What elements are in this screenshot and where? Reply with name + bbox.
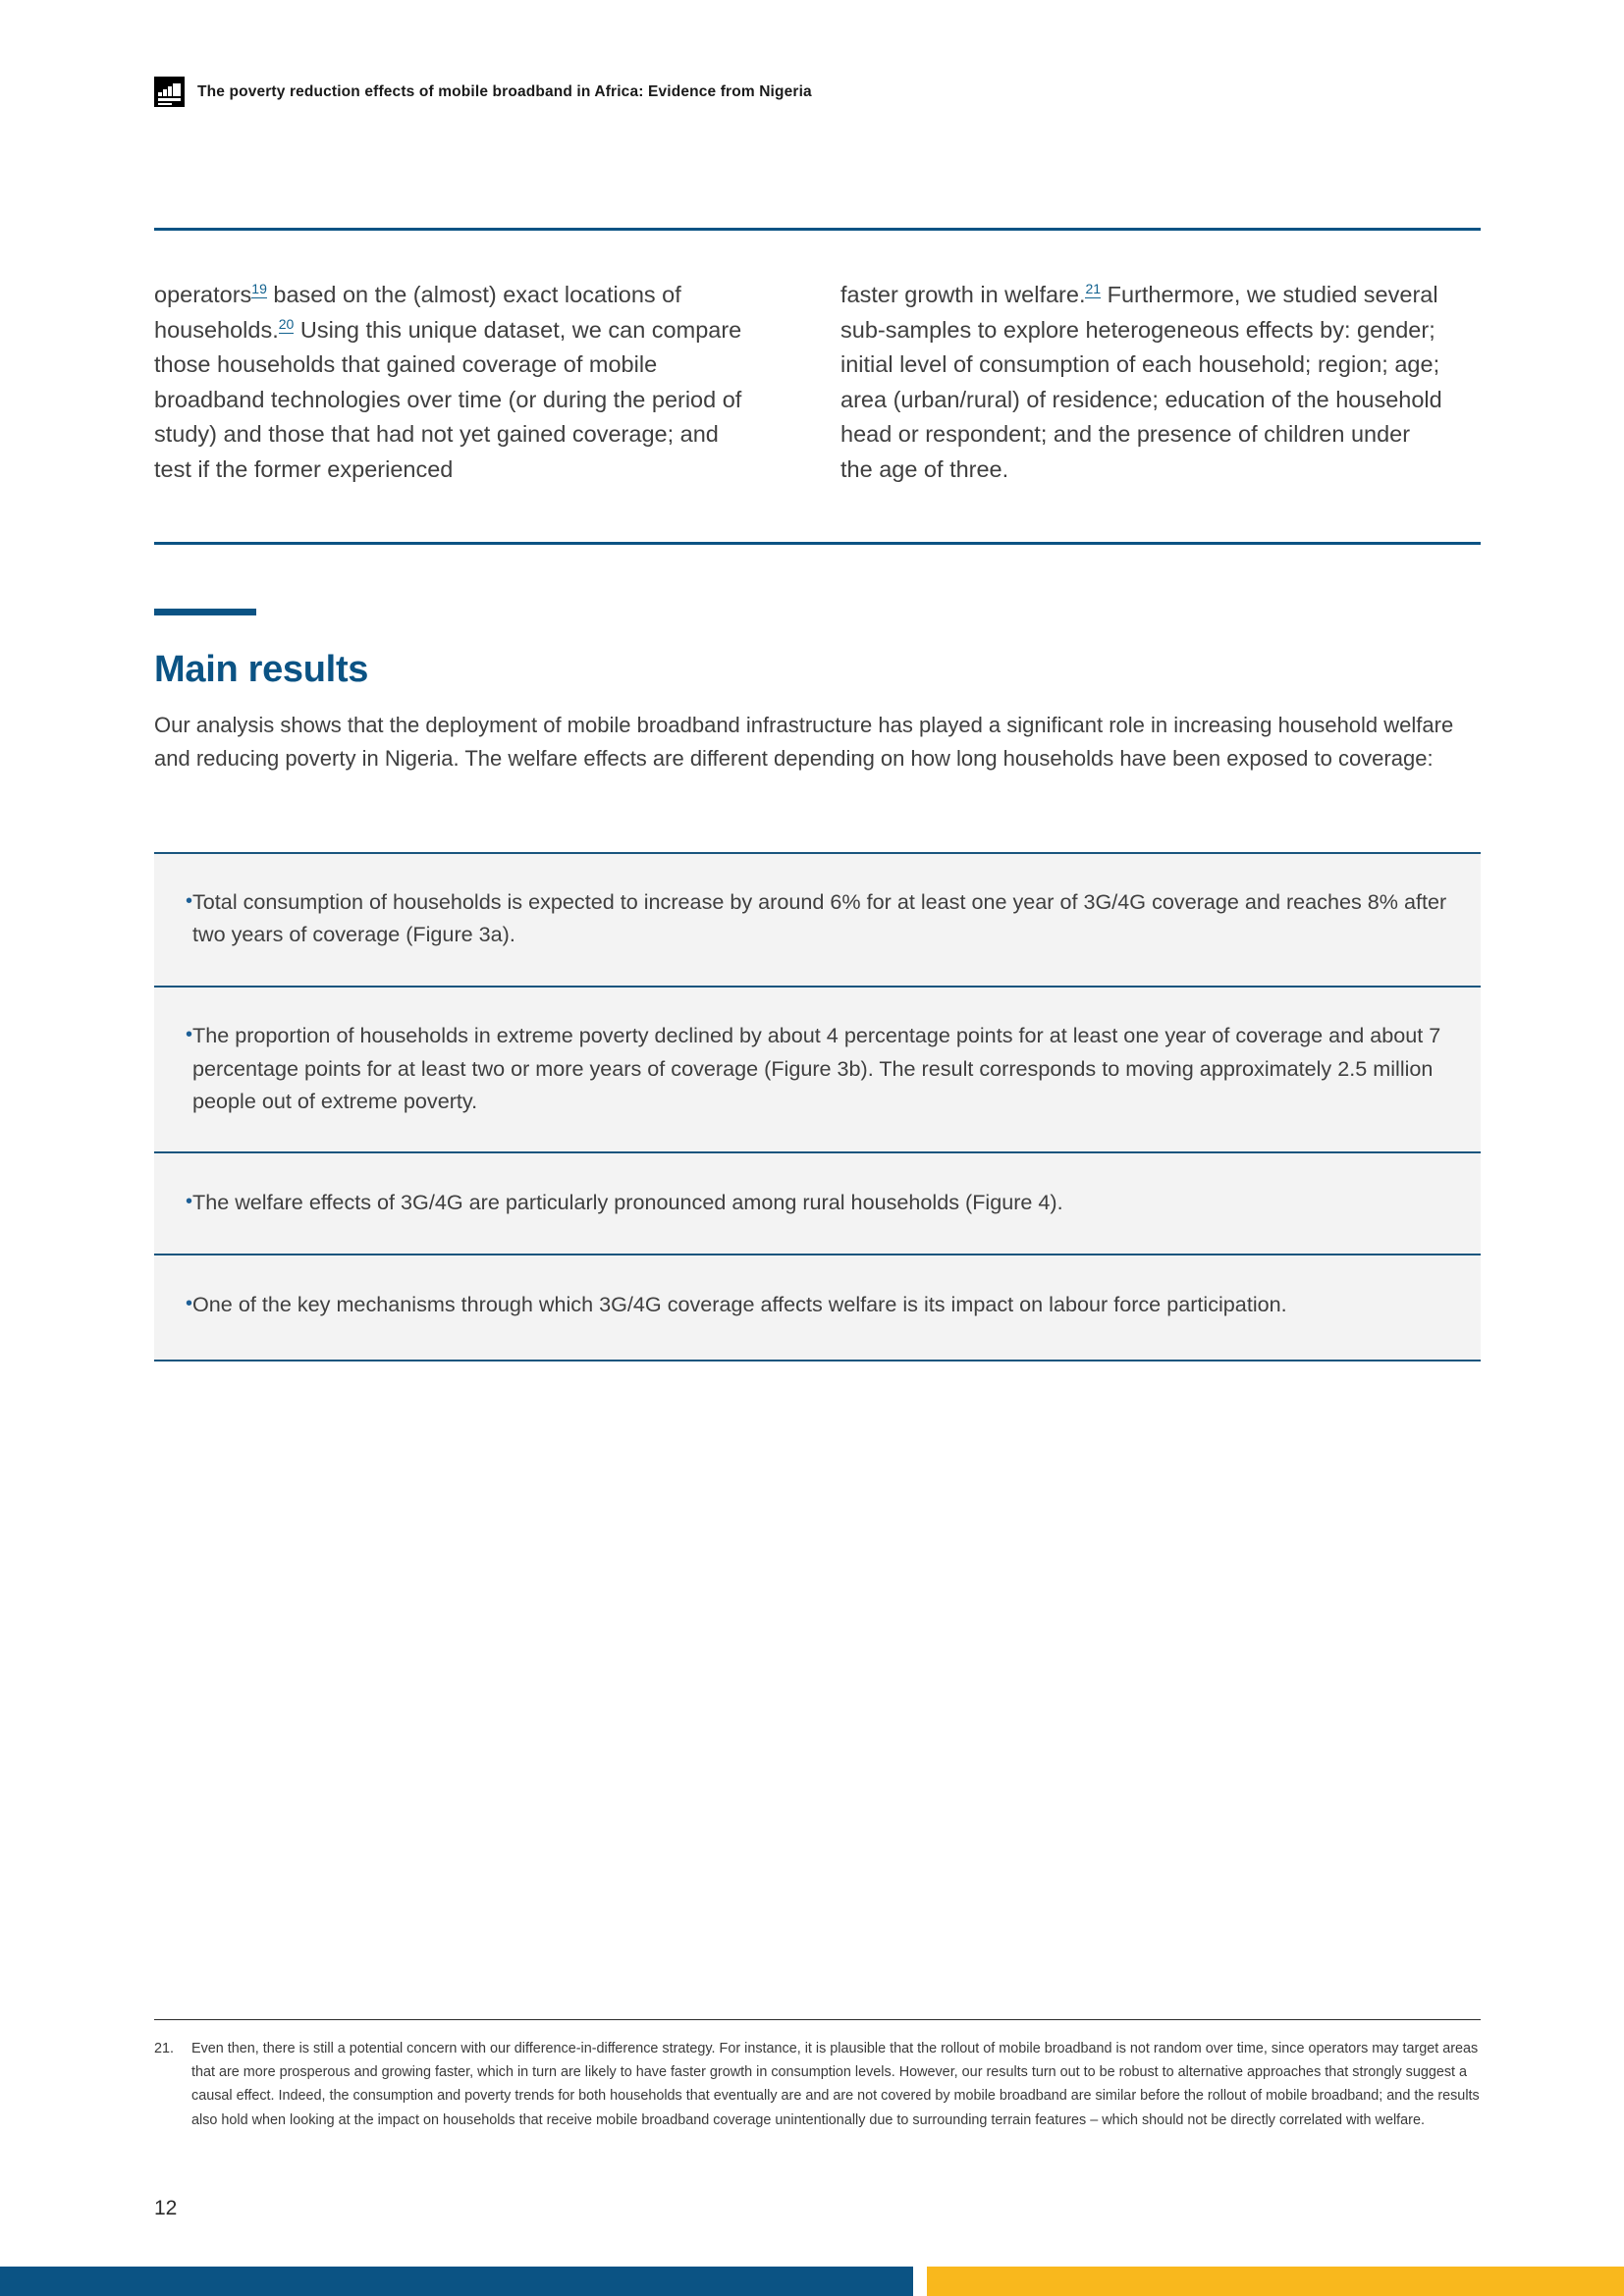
list-item [154, 986, 1481, 1151]
footnote [154, 2037, 1483, 2132]
bullet-icon: • [185, 1191, 192, 1213]
list-item [154, 852, 1481, 986]
column-left-paragraph [154, 278, 759, 488]
column-right [840, 278, 1445, 488]
bullet-icon: • [185, 890, 192, 912]
bullet-icon: • [185, 1024, 192, 1046]
list-item-text: Total consumption of households is expected to increase by around 6% for at least one year of 3G/4G coverage and reaches 8% after two years of coverage (Figure 3a). [192, 889, 1447, 947]
footnote-marker-20[interactable]: 20 [278, 315, 295, 332]
list-item-text: The welfare effects of 3G/4G are particularly pronounced among rural households (Figure 4). [192, 1190, 1063, 1215]
list-item-text: The proportion of households in extreme poverty declined by about 4 percentage points for at least one year of coverage and about 7 percentage points for at least two or more years of coverage (Figure 3b). The result corresponds to moving approximately 2.5 million people out of extreme poverty. [192, 1023, 1441, 1113]
left-text-mid: based on the (almost) exact locations of households. [154, 282, 681, 343]
section-rule-bottom [154, 542, 1481, 545]
list-item [154, 1254, 1481, 1362]
footer-bar-yellow [927, 2267, 1624, 2296]
footer-bar-blue [0, 2267, 913, 2296]
section-intro-paragraph: Our analysis shows that the deployment of mobile broadband infrastructure has played a significant role in increasing household welfare and reducing poverty in Nigeria. The welfare effects are different depending on how long households have been exposed to coverage: [154, 713, 1454, 771]
footnote-marker-19[interactable]: 19 [251, 281, 267, 297]
bullet-icon: • [185, 1293, 192, 1315]
list-item-text: One of the key mechanisms through which 3G/4G coverage affects welfare is its impact on labour force participation. [192, 1292, 1287, 1317]
running-header-title: The poverty reduction effects of mobile broadband in Africa: Evidence from Nigeria [197, 82, 812, 100]
left-text-pre: operators [154, 282, 252, 307]
results-list [154, 852, 1481, 1362]
column-left [154, 278, 759, 488]
list-item [154, 1151, 1481, 1254]
left-text-post: Using this unique dataset, we can compare those households that gained coverage of mobile broadband technologies over time (or during the period of study) and those that had not yet gained coverage; and test if the former experienced [154, 316, 742, 482]
two-column-body [154, 278, 1481, 488]
footnote-divider [154, 2019, 1481, 2020]
footnote-text: Even then, there is still a potential concern with our difference-in-difference strategy. For instance, it is plausible that the rollout of mobile broadband is not random over time, since operators may target areas that are more prosperous and growing faster, which in turn are likely to have faster growth in consumption levels. However, our results turn out to be robust to alternative approaches that strongly suggest a causal effect. Indeed, the consumption and poverty trends for both households that eventually are and are not covered by mobile broadband are similar before the rollout of mobile broadband; and the results also hold when looking at the impact on households that receive mobile broadband coverage unintentionally due to surrounding terrain features – which should not be directly correlated with welfare. [191, 2041, 1480, 2128]
footnote-marker-21[interactable]: 21 [1085, 281, 1102, 297]
section-rule-top [154, 228, 1481, 231]
page-title: Main results [154, 649, 369, 691]
page-number: 12 [154, 2197, 178, 2219]
column-right-paragraph [840, 278, 1445, 488]
running-header [154, 77, 812, 107]
right-text-post: Furthermore, we studied several sub-samples to explore heterogeneous effects by: gender; initial level of consumption of each household; region; age; area (urban/rural) of residence; education of the household head or respondent; and the presence of children under the age of three. [840, 282, 1442, 482]
heading-accent-bar [154, 609, 256, 615]
right-text-pre: faster growth in welfare. [840, 282, 1086, 307]
footnote-number: 21. [154, 2041, 175, 2056]
gsma-bar-logo-icon [154, 77, 185, 107]
